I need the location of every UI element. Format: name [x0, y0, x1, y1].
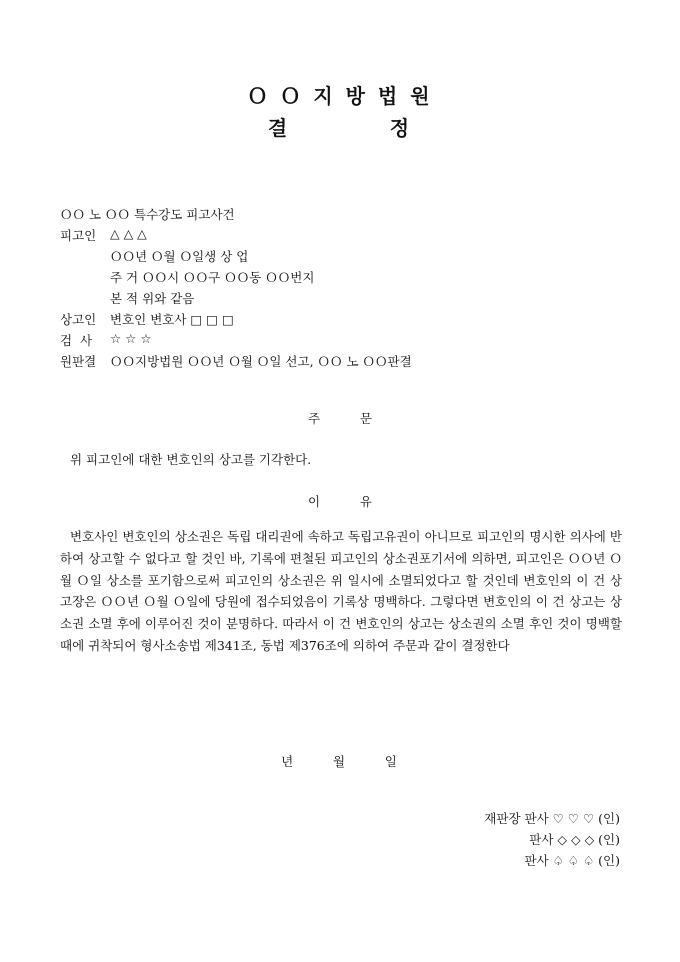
original-judgment-value: ＯＯ지방법원 ＯＯ년 Ｏ월 Ｏ일 선고, ＯＯ 노 ＯＯ판결	[110, 354, 412, 369]
reason-text: 변호사인 변호인의 상소권은 독립 대리권에 속하고 독립고유권이 아니므로 피고인의 명시한 의사에 반하여 상고할 수 없다고 할 것인 바, 기록에 편철된 피고인의 상소권포기서에 의하면, 피고인은 ＯＯ년 Ｏ월 Ｏ일 상소를 포기함으로써 피고인의 상소권은 위 일시에 소멸되었다고 할 것인데 변호인의 이 건 상고장은 ＯＯ년 Ｏ월 Ｏ일에 당원에 접수되었음이 기록상 명백하다. 그렇다면 변호인의 이 건 상고는 상소권 소멸 후에 이루어진 것이 분명하다. 따라서 이 건 변호인의 상고는 상소권의 소멸 후인 것이 명백할 때에 귀착되어 형사소송법 제341조, 동법 제376조에 의하여 주문과 같이 결정한다	[60, 529, 622, 653]
defendant-birth: ＯＯ년 Ｏ월 Ｏ일생 상 업	[110, 249, 249, 264]
defendant-address: 주 거 ＯＯ시 ＯＯ구 ＯＯ동 ＯＯ번지	[110, 270, 315, 285]
appellant-value: 변호인 변호사 □ □ □	[110, 312, 234, 327]
defendant-domicile: 본 적 위와 같음	[110, 291, 195, 306]
reason-heading: 이 유	[308, 494, 372, 509]
prosecutor-value: ☆ ☆ ☆	[110, 331, 152, 346]
appellant-label: 상고인	[60, 312, 97, 327]
presiding-judge-signature: 재판장 판사 ♡ ♡ ♡ (인)	[484, 811, 620, 826]
prosecutor-label: 검 사	[60, 333, 93, 348]
original-judgment-label: 원판결	[60, 354, 97, 369]
defendant-label: 피고인	[60, 228, 97, 243]
order-heading: 주 문	[308, 411, 372, 426]
judge-signature-2: 판사 ♤ ♤ ♤ (인)	[524, 853, 620, 868]
order-text: 위 피고인에 대한 변호인의 상고를 기각한다.	[70, 452, 312, 467]
document-type: 결 정	[267, 116, 413, 140]
case-title: ＯＯ 노 ＯＯ 특수강도 피고사건	[60, 207, 235, 222]
judge-signature-1: 판사 ◇ ◇ ◇ (인)	[529, 832, 620, 847]
court-name: Ｏ Ｏ 지 방 법 원	[247, 84, 433, 108]
defendant-name: △ △ △	[110, 226, 147, 241]
date-line: 년 월 일	[281, 754, 397, 769]
